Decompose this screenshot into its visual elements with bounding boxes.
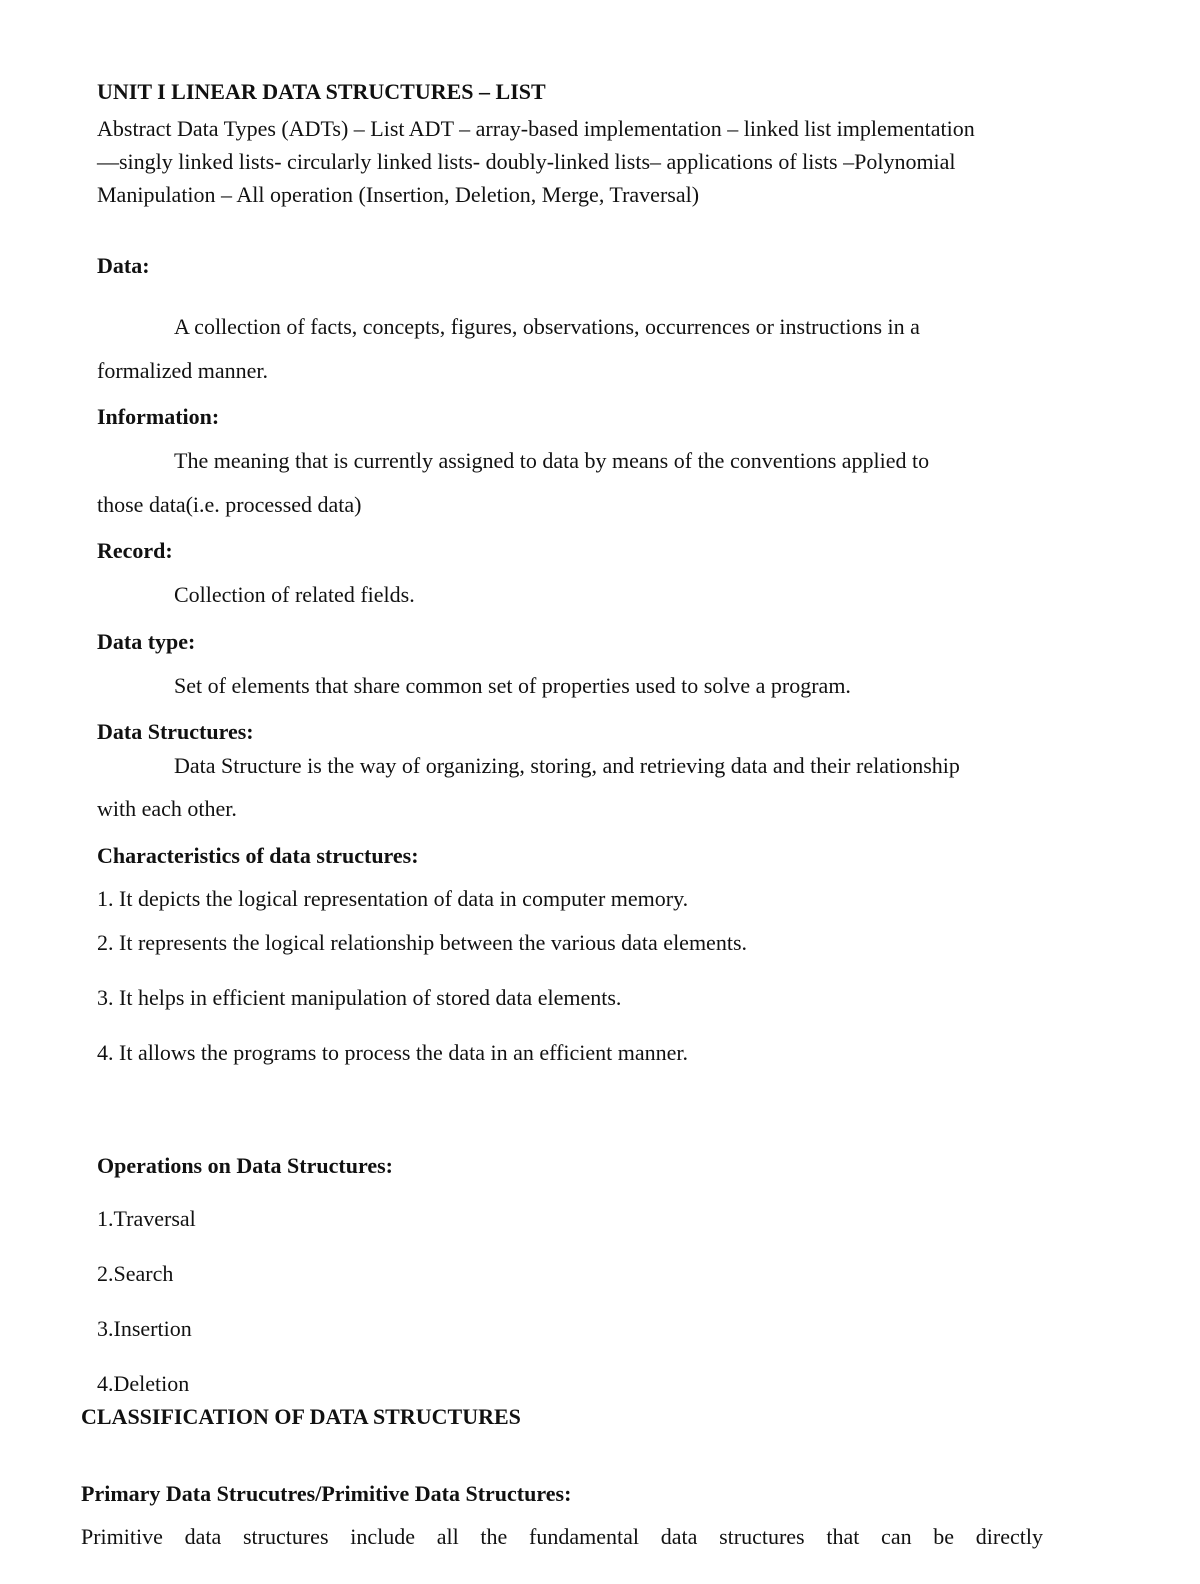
information-definition-cont: those data(i.e. processed data): [97, 492, 362, 517]
operations-heading: Operations on Data Structures:: [97, 1153, 393, 1178]
data-structures-definition-cont: with each other.: [97, 796, 237, 821]
data-structures-heading: Data Structures:: [97, 719, 254, 744]
data-structures-definition: Data Structure is the way of organizing, storing, and retrieving data and their relationship: [174, 753, 960, 778]
unit-title: UNIT I LINEAR DATA STRUCTURES – LIST: [97, 79, 546, 104]
data-heading: Data:: [97, 253, 150, 278]
characteristic-item: 2. It represents the logical relationship between the various data elements.: [97, 930, 747, 955]
syllabus-line: —singly linked lists- circularly linked lists- doubly-linked lists– applications of lists –Polynomial: [97, 149, 956, 174]
primitive-definition: Primitive data structures include all the fundamental data structures that can be directly: [81, 1524, 1043, 1549]
operation-item: 3.Insertion: [97, 1316, 192, 1341]
primitive-heading: Primary Data Strucutres/Primitive Data Structures:: [81, 1481, 572, 1506]
information-definition: The meaning that is currently assigned to data by means of the conventions applied to: [174, 448, 930, 473]
characteristic-item: 3. It helps in efficient manipulation of stored data elements.: [97, 985, 622, 1010]
syllabus-line: Abstract Data Types (ADTs) – List ADT – array-based implementation – linked list implementation: [97, 116, 975, 141]
operation-item: 4.Deletion: [97, 1371, 190, 1396]
syllabus-line: Manipulation – All operation (Insertion, Deletion, Merge, Traversal): [97, 182, 700, 207]
classification-heading: CLASSIFICATION OF DATA STRUCTURES: [81, 1404, 521, 1429]
characteristic-item: 1. It depicts the logical representation of data in computer memory.: [97, 886, 689, 911]
information-heading: Information:: [97, 404, 220, 429]
data-type-heading: Data type:: [97, 629, 196, 654]
data-type-definition: Set of elements that share common set of properties used to solve a program.: [174, 673, 851, 698]
data-definition: A collection of facts, concepts, figures, observations, occurrences or instructions in a: [174, 314, 920, 339]
operation-item: 1.Traversal: [97, 1206, 196, 1231]
data-definition-cont: formalized manner.: [97, 358, 269, 383]
operation-item: 2.Search: [97, 1261, 174, 1286]
record-definition: Collection of related fields.: [174, 582, 415, 607]
record-heading: Record:: [97, 538, 173, 563]
characteristic-item: 4. It allows the programs to process the data in an efficient manner.: [97, 1040, 688, 1065]
characteristics-heading: Characteristics of data structures:: [97, 843, 419, 868]
